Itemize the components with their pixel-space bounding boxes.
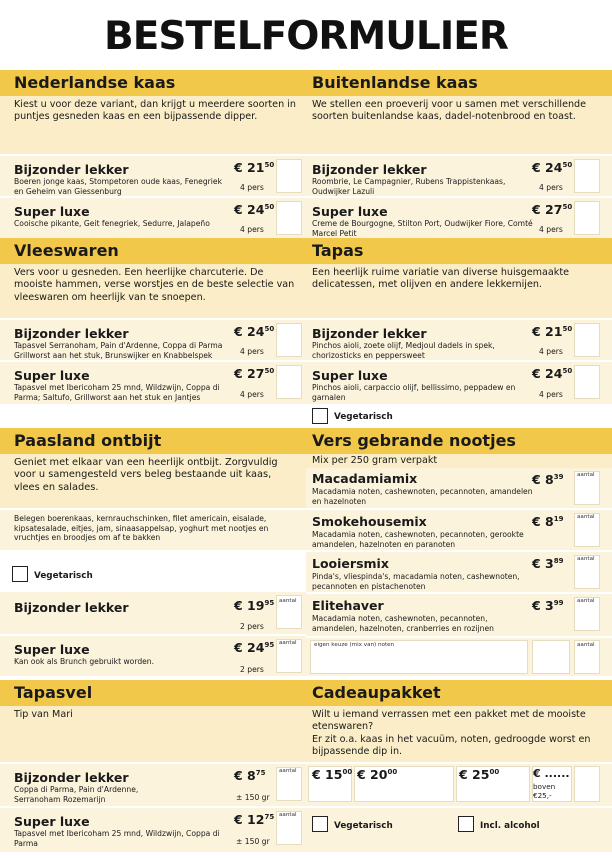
section-description: Vers voor u gesneden. Een heerlijke charcuterie. De mooiste hammen, verse worstjes en de beste selectie van vleeswaren om heerlijk van te snoepen. [0, 264, 306, 318]
product-row [306, 198, 612, 238]
aantal-label: aantal [577, 514, 595, 520]
product-price: € $19^{95}$ [234, 598, 275, 613]
custom-mix-label: eigen keuze (mix van) noten [314, 642, 395, 648]
product-name: Looiersmix [312, 556, 389, 571]
product-name: Bijzonder lekker [312, 326, 427, 341]
section-description: Tip van Mari [0, 706, 306, 762]
checkbox-label: Vegetarisch [334, 821, 393, 831]
product-name: Bijzonder lekker [14, 326, 129, 341]
product-quantity: 4 pers [240, 183, 264, 192]
gift-custom-price: € ...... [533, 767, 570, 780]
product-price: € $8^{19}$ [532, 514, 564, 529]
product-quantity: 2 pers [240, 665, 264, 674]
product-price: € $3^{99}$ [532, 598, 564, 613]
product-price: € $24^{50}$ [532, 160, 573, 175]
product-name: Elitehaver [312, 598, 384, 613]
product-quantity: ± 150 gr [236, 793, 270, 802]
section-description: Geniet met elkaar van een heerlijk ontbijt. Zorgvuldig voor u samengesteld vers beleg bestaande uit kaas, vlees en salades. [0, 454, 306, 508]
section-description: Mix per 250 gram verpakt [306, 454, 612, 468]
product-name: Super luxe [14, 368, 90, 383]
product-quantity: 2 pers [240, 622, 264, 631]
page-title: BESTELFORMULIER [104, 14, 508, 59]
checkbox-label: Vegetarisch [34, 571, 93, 581]
product-contents-row [0, 510, 306, 550]
section-title: Cadeaupakket [306, 680, 612, 706]
product-row [0, 592, 306, 634]
product-row [306, 320, 612, 360]
product-contents: Kan ook als Brunch gebruikt worden. [14, 657, 155, 666]
product-quantity: 4 pers [539, 225, 563, 234]
quantity-input[interactable] [574, 323, 600, 357]
product-name: Macadamiamix [312, 471, 418, 486]
product-price: € $12^{75}$ [234, 812, 275, 827]
vegetarisch-checkbox[interactable] [12, 566, 28, 582]
section-description: We stellen een proeverij voor u samen met verschillende soorten buitenlandse kaas, dadel-notenbrood en toast. [306, 96, 612, 154]
product-quantity: 4 pers [240, 225, 264, 234]
quantity-input[interactable] [574, 766, 600, 802]
section-title: Paasland ontbijt [0, 428, 306, 454]
product-price: € $27^{50}$ [532, 202, 573, 217]
product-row [306, 594, 612, 636]
gift-options-row [306, 764, 612, 806]
aantal-label: aantal [577, 598, 595, 604]
product-price: € $27^{50}$ [234, 366, 275, 381]
product-name: Bijzonder lekker [312, 162, 427, 177]
gift-price: € $25^{00}$ [459, 767, 500, 782]
section-title: Vleeswaren [0, 238, 306, 264]
aantal-label: aantal [279, 768, 297, 774]
product-contents: Macadamia noten, cashewnoten, pecannoten, amandelen, hazelnoten, cranberries en rozijnen [312, 614, 494, 633]
aantal-label: aantal [577, 642, 595, 648]
quantity-input[interactable] [574, 201, 600, 235]
product-row [0, 636, 306, 676]
product-contents: Tapasvel Serranoham, Pain d'Ardenne, Coppa di Parma Grillworst aan het stuk, Brunswijker en Knabbelspek [14, 341, 223, 360]
gift-custom-note: boven €25,- [533, 782, 556, 800]
aantal-label: aantal [279, 640, 297, 646]
section-description: Een heerlijk ruime variatie van diverse huisgemaakte delicatessen, met olijven en andere lekkernijen. [306, 264, 612, 318]
product-row [306, 552, 612, 592]
product-price: € $21^{50}$ [234, 160, 275, 175]
gift-price: € $20^{00}$ [357, 767, 398, 782]
product-contents: Boeren jonge kaas, Stompetoren oude kaas, Fenegriek en Geheim van Giessenburg [14, 177, 222, 196]
product-price: € $8^{75}$ [234, 768, 266, 783]
product-row [0, 362, 306, 404]
product-contents: Pinchos aioli, carpaccio olijf, bellissimo, peppadew en garnalen [312, 383, 516, 402]
product-name: Bijzonder lekker [14, 162, 129, 177]
vegetarisch-checkbox[interactable] [312, 816, 328, 832]
breakfast-contents: Belegen boerenkaas, kernrauchschinken, filet americain, eisalade, kipsatesalade, eitjes, jam, sinaasappelsap, yoghurt met nootjes en vruchtjes en broodjes om af te bakken [14, 514, 269, 543]
product-price: € $8^{39}$ [532, 472, 564, 487]
product-contents: Roombrie, Le Campagnier, Rubens Trappistenkaas, Oudwijker Lazuli [312, 177, 506, 196]
product-name: Bijzonder lekker [14, 600, 129, 615]
product-price: € $24^{95}$ [234, 640, 275, 655]
product-contents: Coppa di Parma, Pain d'Ardenne, Serranoham Rozemarijn [14, 785, 139, 804]
product-row [306, 156, 612, 196]
custom-mix-price-input[interactable] [532, 640, 570, 674]
section-title: Tapas [306, 238, 612, 264]
product-row [306, 468, 612, 508]
gift-price: € $15^{00}$ [312, 767, 353, 782]
aantal-label: aantal [279, 598, 297, 604]
checkbox-label: Vegetarisch [334, 412, 393, 422]
product-row [306, 510, 612, 550]
product-name: Super luxe [14, 204, 90, 219]
product-contents: Macadamia noten, cashewnoten, pecannoten, gerookte amandelen, hazelnoten en paranoten [312, 530, 524, 549]
quantity-input[interactable] [276, 159, 302, 193]
product-price: € $24^{50}$ [234, 324, 275, 339]
product-contents: Tapasvel met Ibericoham 25 mnd, Wildzwijn, Coppa di Parma [14, 829, 220, 848]
section-title: Buitenlandse kaas [306, 70, 612, 96]
product-name: Super luxe [14, 642, 90, 657]
alcohol-checkbox[interactable] [458, 816, 474, 832]
product-quantity: 4 pers [539, 183, 563, 192]
product-name: Super luxe [14, 814, 90, 829]
product-quantity: 4 pers [539, 347, 563, 356]
product-price: € $3^{89}$ [532, 556, 564, 571]
product-row [306, 362, 612, 404]
product-row [0, 764, 306, 806]
quantity-input[interactable] [276, 201, 302, 235]
product-contents: Cooische pikante, Geit fenegriek, Sedurre, Jalapeño [14, 219, 210, 228]
section-description: Kiest u voor deze variant, dan krijgt u meerdere soorten in puntjes gesneden kaas en een bijpassende dipper. [0, 96, 306, 154]
product-price: € $21^{50}$ [532, 324, 573, 339]
quantity-input[interactable] [574, 365, 600, 399]
product-row [0, 320, 306, 360]
product-quantity: 4 pers [240, 347, 264, 356]
product-contents: Pinchos aioli, zoete olijf, Medjoul dadels in spek, chorizosticks en peppersweet [312, 341, 495, 360]
product-quantity: 4 pers [240, 390, 264, 399]
product-contents: Macadamia noten, cashewnoten, pecannoten, amandelen en hazelnoten [312, 487, 533, 506]
product-row [0, 198, 306, 238]
gift-options-row [306, 808, 612, 852]
section-title: Vers gebrande nootjes [306, 428, 612, 454]
quantity-input[interactable] [276, 323, 302, 357]
aantal-label: aantal [279, 812, 297, 818]
option-row [0, 552, 306, 590]
aantal-label: aantal [577, 556, 595, 562]
product-quantity: 4 pers [539, 390, 563, 399]
section-title: Nederlandse kaas [0, 70, 306, 96]
product-name: Bijzonder lekker [14, 770, 129, 785]
product-contents: Creme de Bourgogne, Stilton Port, Oudwijker Fiore, Comté Marcel Petit [312, 219, 533, 238]
product-name: Super luxe [312, 204, 388, 219]
product-price: € $24^{50}$ [532, 366, 573, 381]
checkbox-label: Incl. alcohol [480, 821, 540, 831]
section-title: Tapasvel [0, 680, 306, 706]
section-description: Wilt u iemand verrassen met een pakket met de mooiste etenswaren? Er zit o.a. kaas in het vacuüm, noten, gedroogde worst en bijpassende dip in. [306, 706, 612, 762]
custom-mix-row [306, 638, 612, 676]
aantal-label: aantal [577, 472, 595, 478]
product-quantity: ± 150 gr [236, 837, 270, 846]
product-contents: Pinda's, vliespinda's, macadamia noten, cashewnoten, pecannoten en pistachenoten [312, 572, 520, 591]
product-contents: Tapasvel met Ibericoham 25 mnd, Wildzwijn, Coppa di Parma; Saltufo, Grillworst aan het stuk en Jantjes [14, 383, 220, 402]
product-name: Smokehousemix [312, 514, 427, 529]
product-price: € $24^{50}$ [234, 202, 275, 217]
quantity-input[interactable] [276, 365, 302, 399]
quantity-input[interactable] [574, 159, 600, 193]
product-name: Super luxe [312, 368, 388, 383]
product-row [0, 808, 306, 852]
vegetarisch-checkbox[interactable] [312, 408, 328, 424]
product-row [0, 156, 306, 196]
